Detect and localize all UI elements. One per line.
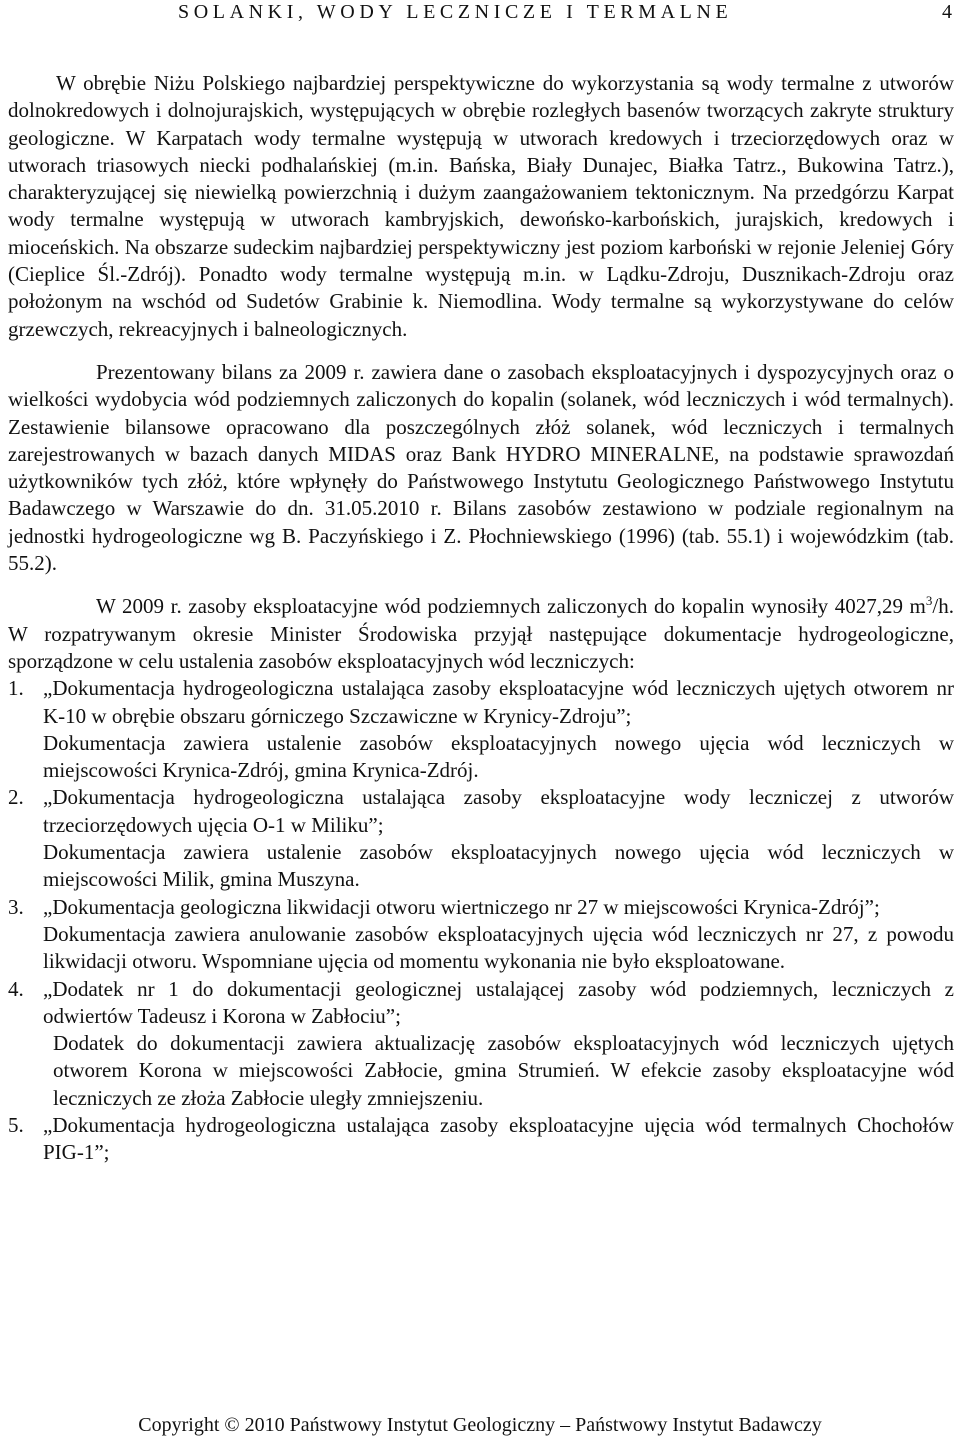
paragraph-resources xyxy=(8,593,954,675)
list-item-title: „Dokumentacja hydrogeologiczna ustalająca zasoby eksploatacyjne wód leczniczych ujętych otworem nr K-10 w obrębie obszaru górniczego Szczawiczne w Krynicy-Zdroju”; xyxy=(43,676,954,728)
list-item-title: „Dodatek nr 1 do dokumentacji geologicznej ustalającej zasoby wód podziemnych, leczniczych z odwiertów Tadeusz i Korona w Zabłociu”; xyxy=(43,976,954,1028)
list-item-title: „Dokumentacja hydrogeologiczna ustalająca zasoby eksploatacyjne wody leczniczej z utworów trzeciorzędowych ujęcia O-1 w Miliku”; xyxy=(43,785,954,837)
list-item-number: 4. xyxy=(8,976,24,1001)
page-number: 4 xyxy=(942,1,952,23)
resources-text-start: W 2009 r. zasoby eksploatacyjne wód podziemnych zaliczonych do kopalin wynosiły 4027,29 m xyxy=(96,594,926,619)
list-item xyxy=(8,675,954,784)
list-item-number: 5. xyxy=(8,1112,24,1137)
paragraph-thermal-waters: W obrębie Niżu Polskiego najbardziej perspektywiczne do wykorzystania są wody termalne z utworów dolnokredowych i dolnojurajskich, występujących w obrębie rozległych basenów tworzących zakryte struktury geologiczne. W Karpatach wody termalne występują w utworach kredowych i trzeciorzędowych oraz w utworach triasowych niecki podhalańskiej (m.in. Bańska, Biały Dunajec, Białka Tatrz., Bukowina Tatrz.), charakteryzującej się niewielką powierzchnią i dużym zaangażowaniem tektonicznym. Na przedgórzu Karpat wody termalne występują w utworach kambryjskich, dewońsko-karbońskich, jurajskich, kredowych i mioceńskich. Na obszarze sudeckim najbardziej perspektywiczny jest poziom karboński w rejonie Jeleniej Góry (Cieplice Śl.-Zdrój). Ponadto wody termalne występują m.in. w Lądku-Zdroju, Dusznikach-Zdroju oraz położonym na wschód od Sudetów Grabinie k. Niemodlina. Wody termalne są wykorzystywane do celów grzewczych, rekreacyjnych i balneologicznych. xyxy=(8,71,954,341)
list-item xyxy=(8,894,954,976)
paragraph-balance-2009: Prezentowany bilans za 2009 r. zawiera dane o zasobach eksploatacyjnych i dyspozycyjnych oraz o wielkości wydobycia wód podziemnych zaliczonych do kopalin (solanek, wód leczniczych i wód termalnych). Zestawienie bilansowe opracowano dla poszczególnych złóż solanek, wód leczniczych i termalnych zarejestrowanych w bazach danych MIDAS oraz Bank HYDRO MINERALNE, na podstawie sprawozdań użytkowników tych złóż, które wpłynęły do Państwowego Instytutu Geologicznego Państwowego Instytutu Badawczego w Warszawie do dn. 31.05.2010 r. Bilans zasobów zestawiono w podziale regionalnym na jednostki hydrogeologiczne wg B. Paczyńskiego i Z. Płochniewskiego (1996) (tab. 55.1) i wojewódzkim (tab. 55.2). xyxy=(8,359,954,576)
list-item-title: „Dokumentacja geologiczna likwidacji otworu wiertniczego nr 27 w miejscowości Krynica-Zdrój”; xyxy=(43,894,880,919)
resources-text-end: /h. W rozpatrywanym okresie Minister Środowiska przyjął następujące dokumentacje hydrogeologiczne, sporządzone w celu ustalenia zasobów eksploatacyjnych wód leczniczych: xyxy=(8,594,954,673)
list-item-description: Dokumentacja zawiera ustalenie zasobów eksploatacyjnych nowego ujęcia wód leczniczych w miejscowości Krynica-Zdrój, gmina Krynica-Zdrój. xyxy=(43,730,954,783)
list-item-number: 2. xyxy=(8,785,24,810)
list-item-description: Dodatek do dokumentacji zawiera aktualizację zasobów eksploatacyjnych wód leczniczych ujętych otworem Korona w miejscowości Zabłocie, gmina Strumień. W efekcie zasoby eksploatacyjne wód leczniczych ze złoża Zabłocie uległy zmniejszeniu. xyxy=(53,1031,954,1110)
superscript-exponent: 3 xyxy=(925,593,933,609)
list-item xyxy=(8,976,954,1112)
list-item xyxy=(8,784,954,893)
list-item-title: „Dokumentacja hydrogeologiczna ustalająca zasoby eksploatacyjne ujęcia wód termalnych Chochołów PIG-1”; xyxy=(43,1112,954,1165)
list-item-description: Dokumentacja zawiera ustalenie zasobów eksploatacyjnych nowego ujęcia wód leczniczych w miejscowości Milik, gmina Muszyna. xyxy=(43,840,954,892)
copyright-footer: Copyright © 2010 Państwowy Instytut Geologiczny – Państwowy Instytut Badawczy xyxy=(138,1414,822,1436)
documentation-list xyxy=(8,675,954,1166)
list-item xyxy=(8,1112,954,1167)
running-title: SOLANKI, WODY LECZNICZE I TERMALNE xyxy=(178,1,733,23)
list-item-description: Dokumentacja zawiera anulowanie zasobów eksploatacyjnych ujęcia wód leczniczych nr 27, z powodu likwidacji otworu. Wspomniane ujęcia od momentu wykonania nie było eksploatowane. xyxy=(43,921,954,974)
page-header xyxy=(0,0,960,32)
list-item-number: 3. xyxy=(8,894,24,919)
document-body xyxy=(8,70,954,1167)
list-item-number: 1. xyxy=(8,676,24,701)
